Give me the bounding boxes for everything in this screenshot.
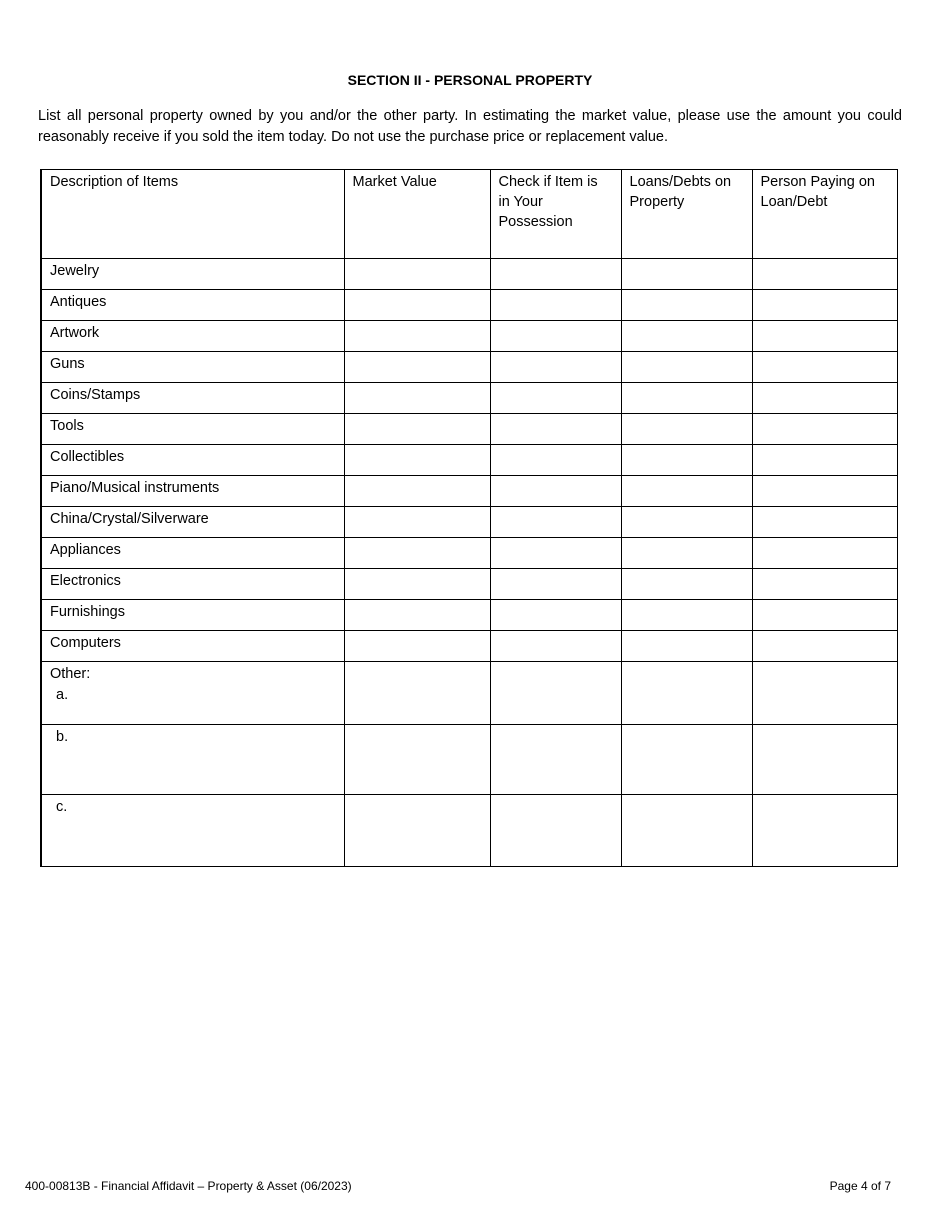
person-paying-field[interactable] [752,445,897,476]
table-row [41,725,897,795]
item-label: Guns [50,356,85,372]
possession-checkbox-field[interactable] [490,600,621,631]
header-in-possession: Check if Item is in Your Possession [490,170,621,259]
person-paying-field[interactable] [752,476,897,507]
person-paying-field[interactable] [752,795,897,867]
item-description-cell [41,321,344,352]
loans-debts-field[interactable] [621,445,752,476]
table-row [41,352,897,383]
loans-debts-field[interactable] [621,507,752,538]
person-paying-field[interactable] [752,290,897,321]
other-item-letter: c. [56,799,68,815]
market-value-field[interactable] [344,662,490,725]
loans-debts-field[interactable] [621,290,752,321]
item-label: Appliances [50,542,121,558]
person-paying-field[interactable] [752,321,897,352]
person-paying-field[interactable] [752,631,897,662]
table-header-row [41,170,897,259]
item-label: Tools [50,418,84,434]
footer-page-number: Page 4 of 7 [829,1179,891,1193]
person-paying-field[interactable] [752,600,897,631]
loans-debts-field[interactable] [621,569,752,600]
market-value-field[interactable] [344,725,490,795]
market-value-field[interactable] [344,352,490,383]
item-description-cell [41,795,344,867]
other-item-letter: b. [56,729,69,745]
item-description-cell [41,538,344,569]
market-value-field[interactable] [344,631,490,662]
table-row [41,600,897,631]
item-description-cell [41,352,344,383]
loans-debts-field[interactable] [621,795,752,867]
person-paying-field[interactable] [752,352,897,383]
person-paying-field[interactable] [752,569,897,600]
item-description-cell [41,290,344,321]
table-row [41,569,897,600]
intro-paragraph: List all personal property owned by you and/or the other party. In estimating the market value, please use the amount you could reasonably receive if you sold the item today. Do not use the purchase price or replacement value. [38,108,902,145]
person-paying-field[interactable] [752,662,897,725]
market-value-field[interactable] [344,538,490,569]
table-row [41,321,897,352]
header-loans-debts: Loans/Debts on Property [621,170,752,259]
market-value-field[interactable] [344,569,490,600]
item-label: Electronics [50,573,121,589]
item-description-cell [41,507,344,538]
market-value-field[interactable] [344,414,490,445]
table-row [41,383,897,414]
table-row [41,662,897,725]
section-title: SECTION II - PERSONAL PROPERTY [347,72,593,88]
item-description-cell [41,600,344,631]
possession-checkbox-field[interactable] [490,538,621,569]
item-label: Furnishings [50,604,125,620]
item-label: Coins/Stamps [50,387,141,403]
loans-debts-field[interactable] [621,662,752,725]
table-row [41,445,897,476]
market-value-field[interactable] [344,383,490,414]
item-label: Computers [50,635,121,651]
item-description-cell [41,662,344,725]
person-paying-field[interactable] [752,383,897,414]
possession-checkbox-field[interactable] [490,795,621,867]
item-label: Artwork [50,325,100,341]
possession-checkbox-field[interactable] [490,352,621,383]
header-person-paying: Person Paying on Loan/Debt [752,170,897,259]
table-row [41,795,897,867]
possession-checkbox-field[interactable] [490,662,621,725]
possession-checkbox-field[interactable] [490,476,621,507]
possession-checkbox-field[interactable] [490,383,621,414]
possession-checkbox-field[interactable] [490,507,621,538]
possession-checkbox-field[interactable] [490,259,621,290]
table-row [41,538,897,569]
other-item-letter: a. [56,687,69,703]
item-description-cell [41,445,344,476]
item-description-cell [41,725,344,795]
person-paying-field[interactable] [752,259,897,290]
market-value-field[interactable] [344,445,490,476]
possession-checkbox-field[interactable] [490,414,621,445]
table-row [41,631,897,662]
person-paying-field[interactable] [752,507,897,538]
market-value-field[interactable] [344,507,490,538]
market-value-field[interactable] [344,259,490,290]
item-label: Antiques [50,294,107,310]
possession-checkbox-field[interactable] [490,321,621,352]
possession-checkbox-field[interactable] [490,569,621,600]
item-description-cell [41,631,344,662]
table-row [41,414,897,445]
table-row [41,259,897,290]
market-value-field[interactable] [344,600,490,631]
person-paying-field[interactable] [752,538,897,569]
loans-debts-field[interactable] [621,631,752,662]
loans-debts-field[interactable] [621,352,752,383]
personal-property-table [40,169,898,867]
item-label: Piano/Musical instruments [50,480,220,496]
market-value-field[interactable] [344,476,490,507]
item-description-cell [41,259,344,290]
loans-debts-field[interactable] [621,725,752,795]
item-label: Jewelry [50,263,100,279]
market-value-field[interactable] [344,321,490,352]
header-market-value: Market Value [344,170,490,259]
person-paying-field[interactable] [752,414,897,445]
loans-debts-field[interactable] [621,321,752,352]
header-description: Description of Items [41,170,344,259]
loans-debts-field[interactable] [621,476,752,507]
possession-checkbox-field[interactable] [490,631,621,662]
item-description-cell [41,383,344,414]
possession-checkbox-field[interactable] [490,445,621,476]
item-label: China/Crystal/Silverware [50,511,209,527]
person-paying-field[interactable] [752,725,897,795]
loans-debts-field[interactable] [621,383,752,414]
item-label: Collectibles [50,449,125,465]
loans-debts-field[interactable] [621,414,752,445]
market-value-field[interactable] [344,290,490,321]
item-label: Other: [50,666,91,682]
possession-checkbox-field[interactable] [490,290,621,321]
loans-debts-field[interactable] [621,259,752,290]
footer-form-id: 400-00813B - Financial Affidavit – Property & Asset (06/2023) [25,1179,352,1193]
item-description-cell [41,569,344,600]
item-description-cell [41,414,344,445]
market-value-field[interactable] [344,795,490,867]
possession-checkbox-field[interactable] [490,725,621,795]
table-row [41,476,897,507]
item-description-cell [41,476,344,507]
table-row [41,290,897,321]
loans-debts-field[interactable] [621,600,752,631]
loans-debts-field[interactable] [621,538,752,569]
table-row [41,507,897,538]
